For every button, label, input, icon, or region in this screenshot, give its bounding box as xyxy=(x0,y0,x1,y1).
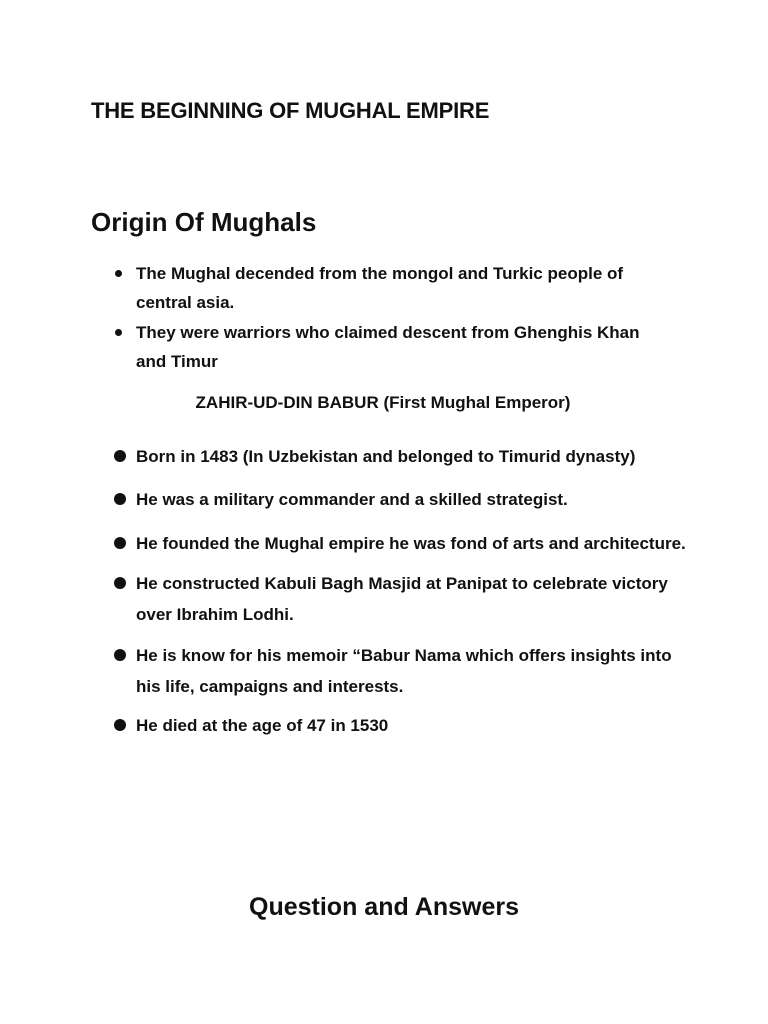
babur-point-text: He constructed Kabuli Bagh Masjid at Panipat to celebrate victory over Ibrahim Lodhi. xyxy=(136,574,668,624)
babur-list xyxy=(112,441,692,741)
babur-point xyxy=(112,484,692,515)
bullet-icon xyxy=(114,577,126,589)
bullet-icon xyxy=(115,329,122,336)
bullet-icon xyxy=(114,649,126,661)
origin-heading: Origin Of Mughals xyxy=(91,207,317,237)
babur-point-text: He is know for his memoir “Babur Nama which offers insights into his life, campaigns and interests. xyxy=(136,646,672,696)
origin-point xyxy=(112,318,672,376)
bullet-icon xyxy=(114,537,126,549)
babur-point-text: Born in 1483 (In Uzbekistan and belonged to Timurid dynasty) xyxy=(136,447,636,466)
babur-point xyxy=(112,710,692,741)
babur-point-text: He died at the age of 47 in 1530 xyxy=(136,716,389,735)
babur-point-text: He founded the Mughal empire he was fond of arts and architecture. xyxy=(136,534,686,553)
babur-point-text: He was a military commander and a skilled strategist. xyxy=(136,490,568,509)
bullet-icon xyxy=(115,270,122,277)
bullet-icon xyxy=(114,493,126,505)
babur-point xyxy=(112,441,692,472)
babur-point xyxy=(112,568,692,630)
origin-list xyxy=(112,259,672,377)
origin-point-text: The Mughal decended from the mongol and Turkic people of central asia. xyxy=(136,264,624,312)
babur-point xyxy=(112,528,692,559)
bullet-icon xyxy=(114,719,126,731)
origin-point xyxy=(112,259,672,317)
origin-point-text: They were warriors who claimed descent from Ghenghis Khan and Timur xyxy=(136,323,640,371)
qa-heading: Question and Answers xyxy=(249,893,519,921)
babur-point xyxy=(112,640,692,702)
babur-heading xyxy=(0,389,768,417)
babur-heading-text: ZAHIR-UD-DIN BABUR (First Mughal Emperor) xyxy=(195,393,571,412)
bullet-icon xyxy=(114,450,126,462)
document-title: THE BEGINNING OF MUGHAL EMPIRE xyxy=(91,98,490,123)
